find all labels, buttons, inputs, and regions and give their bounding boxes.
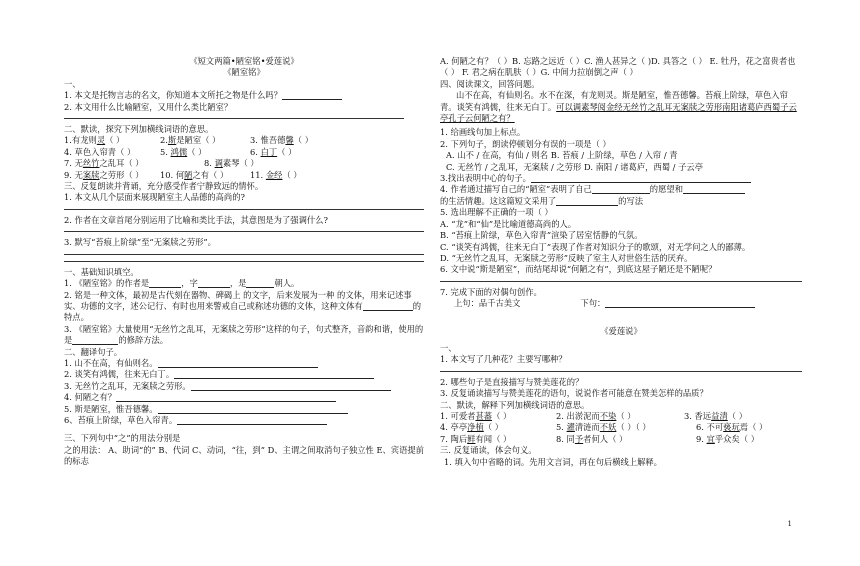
vocab-row: 4. 亭亭净植（ ） 5. 濯清涟而不妖（ ）（ ） 6. 不可亵玩焉（ ） [440, 422, 768, 433]
question: 3. 反复诵读描写与赞美莲花的语句，说说作者可能意在赞美怎样的品质？ [440, 388, 708, 399]
heading: 三、反复朗读并背诵，充分感受作者宁静致远的情怀。 [64, 181, 264, 192]
fill-blank: 1. 《陋室铭》的作者是 ，字 ，是 朝人。 [64, 278, 300, 289]
question: 1. 本文从几个层面来展现陋室主人品德的高尚的? [64, 192, 245, 203]
translate-item: 5. 斯是陋室，惟吾德馨。 [64, 404, 424, 415]
heading: 一、基础知识填空。 [64, 266, 139, 277]
heading: 三、下列句中“之”的用法分别是 [64, 433, 181, 444]
option: B. “苔痕上阶绿，草色入帘青”渲染了居室恬静的气氛。 [440, 230, 643, 241]
couplet: 上句：品千古美文 下句： [440, 298, 802, 309]
vocab-row: 7. 无丝竹之乱耳（ ） 8. 调素琴（ ） [64, 158, 259, 169]
question: 7. 完成下面的对偶句创作。 [440, 286, 542, 297]
option: A. “龙”和“仙”是比喻道德高尚的人。 [440, 218, 577, 229]
heading: 二、默读，探究下列加横线词语的意思。 [64, 124, 214, 135]
question: 4. 作者通过描写自己的“陋室”表明了自己 的愿望和 [440, 184, 802, 195]
question: 2. 下列句子，朗读停顿划分有误的一项是（ ） [440, 138, 611, 149]
section-title-loushiming: 《陋室铭》 [223, 67, 265, 78]
fill-blank: 3. 《陋室铭》大量使用“无丝竹之乱耳，无案牍之劳形”这样的句子，句式整齐，音韵和谐，使用的是 的修辞方法。 [64, 323, 424, 346]
left-column [64, 0, 424, 468]
question: 1. 本文写了几种花？主要写哪种？ [440, 354, 567, 365]
question: 2. 哪些句子是直接描写与赞美莲花的？ [440, 376, 584, 387]
option: C. “谈笑有鸿儒，往来无白丁”表现了作者对知识分子的歌颂，对无学问之人的鄙薄。 [440, 241, 751, 252]
heading: 一、 [64, 78, 81, 89]
right-column [440, 0, 802, 468]
vocab-row: 9. 无案牍之劳形（ ） 10. 何陋之有（ ） 11. 金经（ ） [64, 169, 302, 180]
question: 的生活情趣。这这篇短文采用了 的写法 [440, 195, 644, 206]
translate-item: 1. 山不在高，有仙则名。 [64, 358, 424, 369]
heading: 一、 [440, 342, 457, 353]
passage: 山不在高，有仙则名。水不在深，有龙则灵。斯是陋室，惟吾德馨。苔痕上阶绿，草色入帘青。谈笑有鸿儒，往来无白丁。可以调素琴阅金经无丝竹之乱耳无案牍之劳形南阳诸葛庐西蜀子云亭孔子云何陋之有？ [440, 90, 797, 124]
heading: 二、翻译句子。 [64, 346, 123, 357]
fill-blank: 2. 铭是一种文体，最初是古代刻在器物、碑碣上 的文字，后来发展为一种 的文体，用来记述事实、功德的文字，述公记行、有时也用来警戒自己或称述功德的文体，这种文体有 的特点。 [64, 289, 422, 323]
question: 1. 本文是托物言志的名文，你知道本文所托之物是什么吗？ [64, 90, 424, 101]
usage-options: 之的用法： A、助词“的” B、代词 C、动词，“往，到” D、主谓之间取消句子独立性 E、宾语提前的标志 [64, 444, 424, 467]
vocab-row: 4. 草色入帘青（ ） 5. 鸿儒（ ） 6. 白丁（ ） [64, 146, 297, 157]
vocab-row: 1. 可爱者甚蕃（ ） 2. 出淤泥而不染（ ） 3. 香远益清（ ） [440, 410, 747, 421]
heading: 四、阅读课文，回答问题。 [440, 78, 540, 89]
option: A. 山不 / 在高，有仙 / 则名 B. 苔痕 / 上阶绿，草色 / 入帘 / 青 [446, 150, 678, 161]
usage-questions: A. 何陋之有？（ ）B. 忘路之远近（ ）C. 渔人甚异之（ )D. 具答之（ ） E. 牡丹，花之富贵者也（ ） F. 君之病在肌肤（ ）G. 中间力拉崩倒之声（ ） [440, 56, 796, 78]
translate-item: 4. 何陋之有？ [64, 392, 424, 403]
question: 3.找出表明中心的句子。 [440, 173, 802, 184]
question: 1. 填入句中省略的词。先用文言词，再在句后横线上解释。 [444, 456, 662, 467]
question: 2. 本文用什么比喻陋室，又用什么类比陋室？ [64, 101, 233, 112]
section-title-ailianshuo: 《爱莲说》 [600, 325, 642, 336]
question: 1. 给画线句加上标点。 [440, 127, 526, 138]
page-number: 1 [787, 520, 792, 528]
question: 3. 默写“苔痕上阶绿”至“无案牍之劳形”。 [64, 237, 216, 248]
option: D. “无丝竹之乱耳，无案牍之劳形”反映了室主人对世俗生活的厌弃。 [440, 252, 693, 263]
heading: 三. 反复诵读，体会句义。 [440, 445, 537, 456]
translate-item: 6、苔痕上阶绿，草色入帘青。 [64, 415, 424, 426]
heading: 二、默读，解释下列加横线词语的意思。 [440, 399, 590, 410]
vocab-row: 7. 陶后鲜有闻（ ） 8. 同予者何人（ ） 9. 宜乎众矣（ ） [440, 433, 759, 444]
option: C. 无丝竹 / 之乱耳，无案牍 / 之劳形 D. 南阳 / 诸葛庐，西蜀 / 子云亭 [446, 161, 704, 172]
vocab-row: 1.有龙则灵（ ） 2.斯是陋室（ ） 3. 惟吾德馨（ ） [64, 135, 313, 146]
question: 6. 文中说“斯是陋室”，而结尾却说“何陋之有”，到底这屋子陋还是不陋呢？ [440, 264, 717, 275]
translate-item: 3. 无丝竹之乱耳，无案牍之劳形。 [64, 381, 424, 392]
doc-title: 《短文两篇•陋室铭•爱莲说》 [189, 56, 299, 66]
translate-item: 2. 谈笑有鸿儒，往来无白丁。 [64, 369, 424, 380]
question: 2. 作者在文章首尾分别运用了比喻和类比手法，其意图是为了强调什么? [64, 214, 328, 225]
question: 5. 选出理解不正确的一项（ ） [440, 207, 553, 218]
